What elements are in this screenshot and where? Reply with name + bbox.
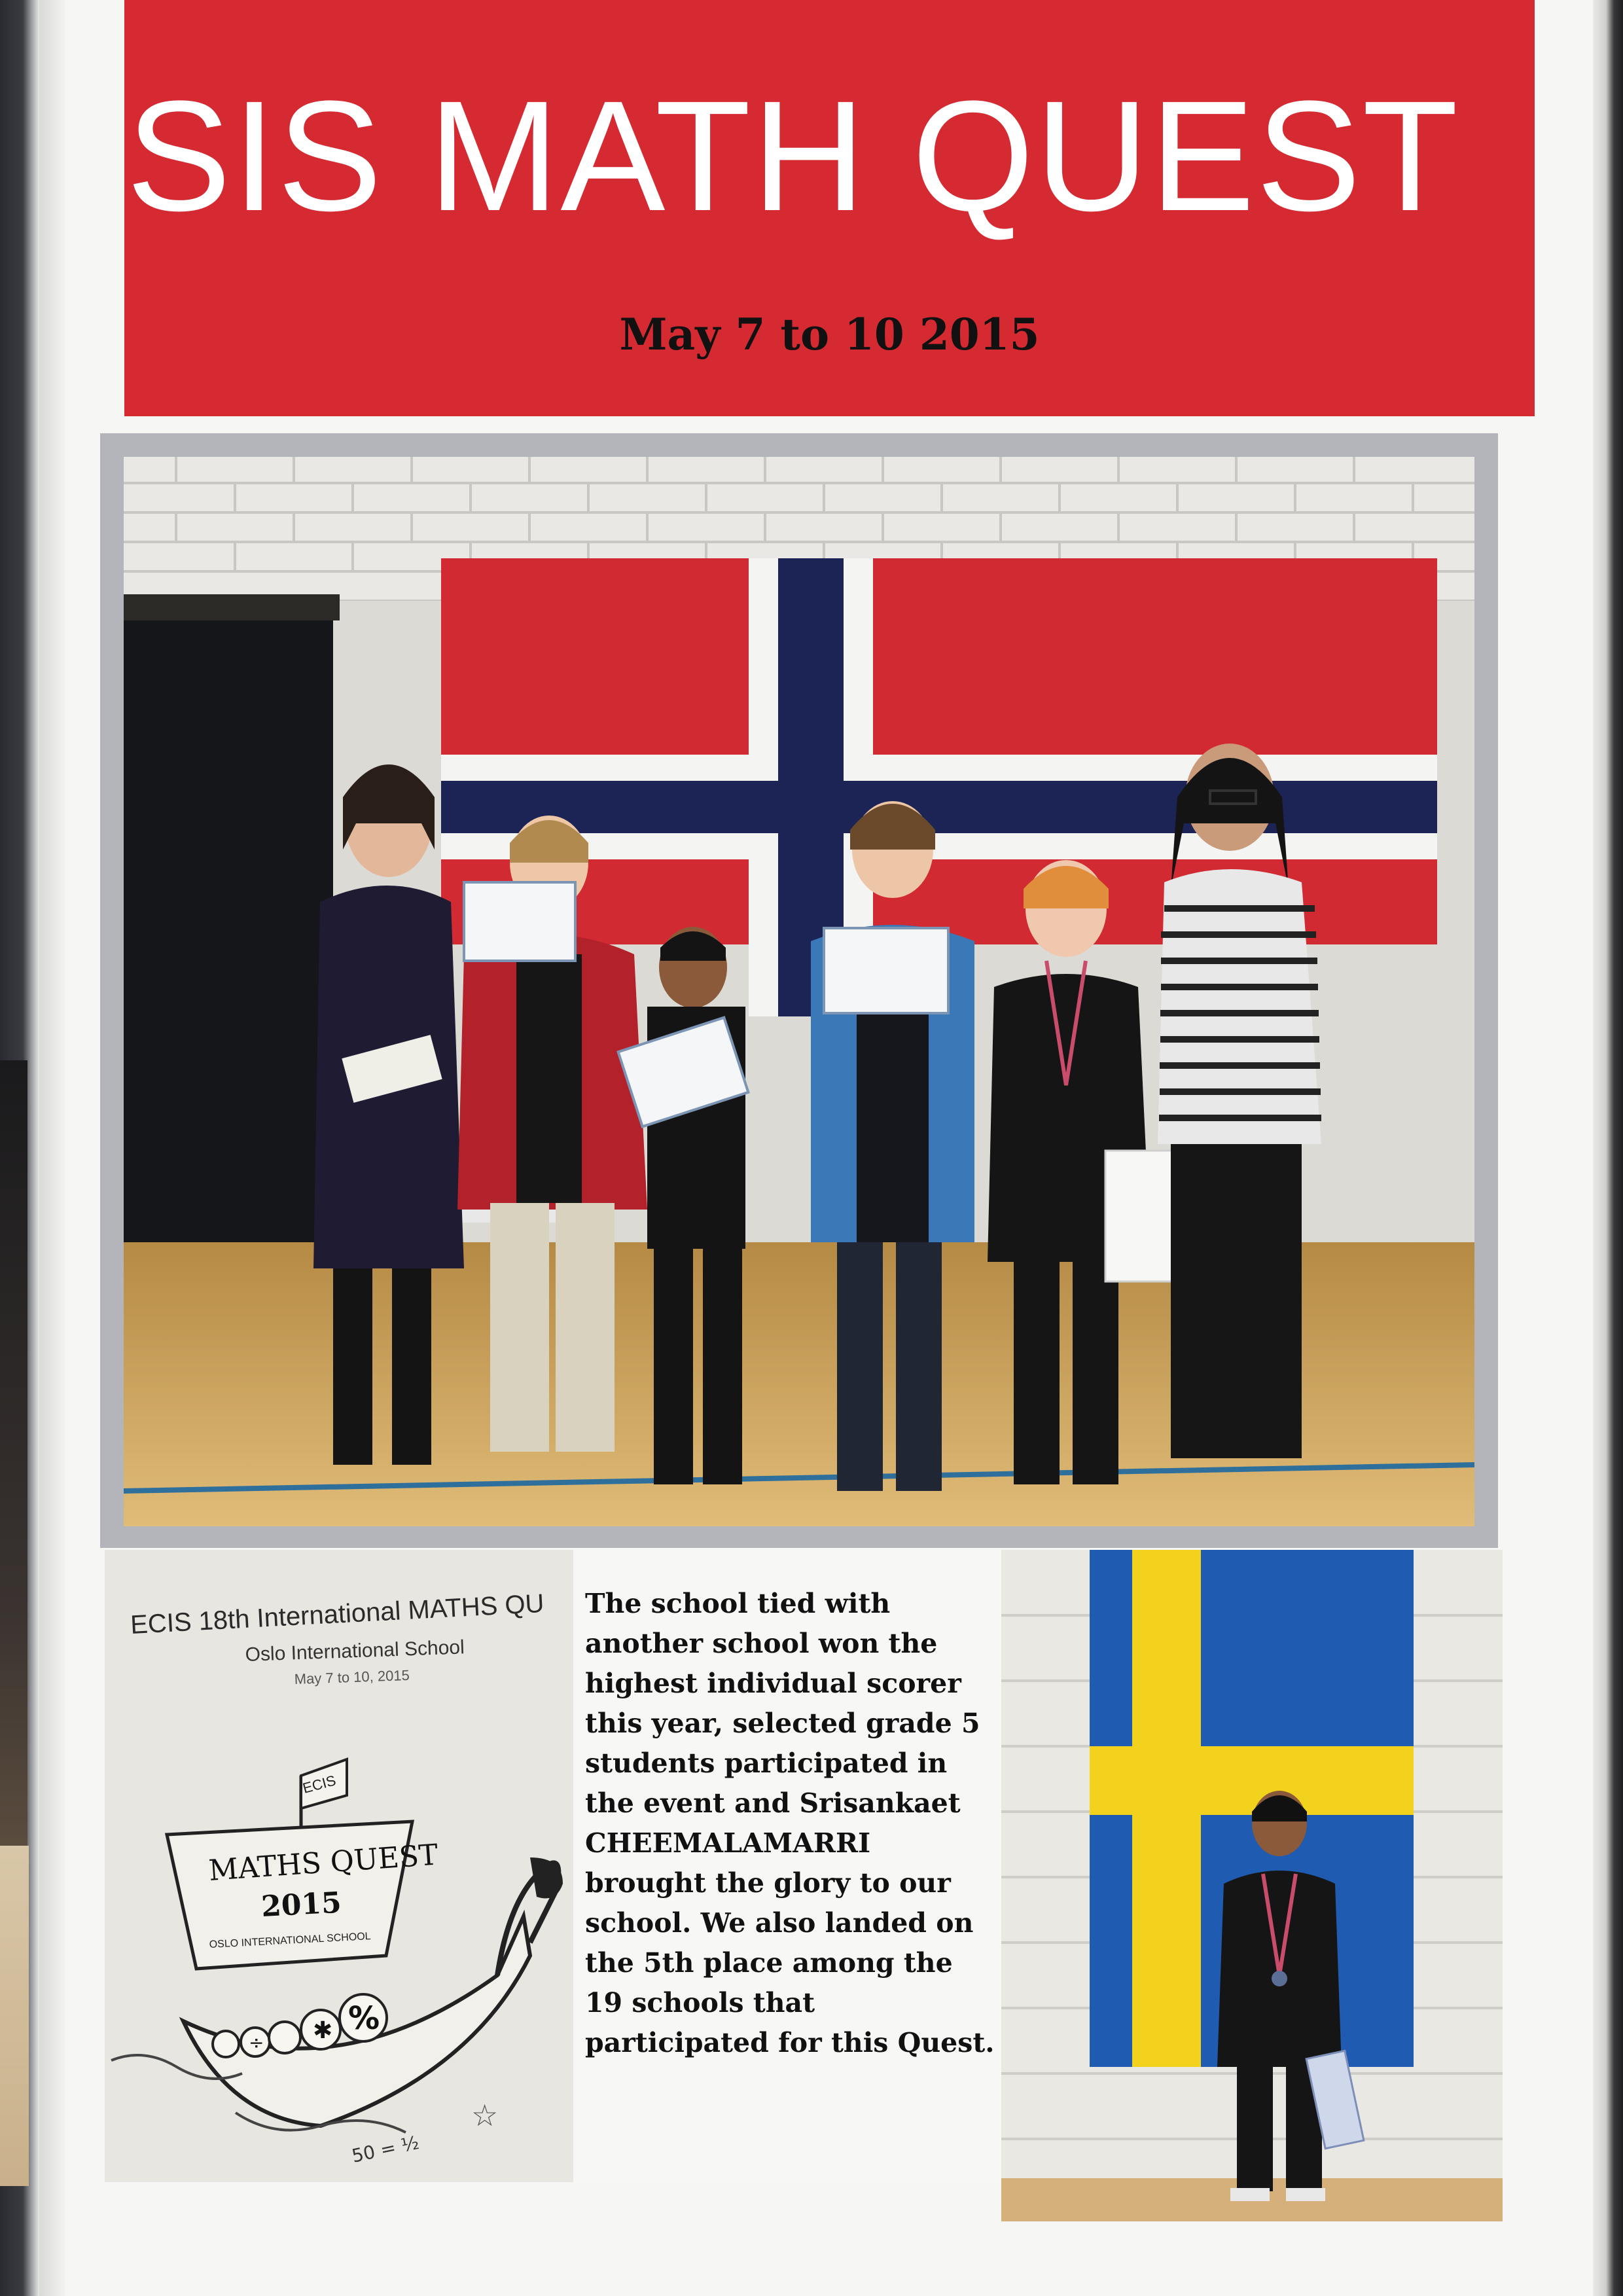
svg-text:%: % xyxy=(348,2000,380,2037)
maths-quest-poster-photo xyxy=(105,1550,573,2182)
story-text: The school tied with another school won the highest individual scorer this year, selected grade 5 students participated in the event and Srisankaet CHEEMALAMARRI brought the glory to our school. We also landed on the 5th place among the 19 schools that participated for this Quest. xyxy=(585,1588,995,2058)
adjacent-page-strip xyxy=(0,1060,27,1977)
svg-text:2015 xyxy=(260,1886,342,1924)
event-date: May 7 to 10 2015 xyxy=(619,309,1040,360)
poster-date-line: May 7 to 10, 2015 xyxy=(294,1666,410,1687)
winner-photo xyxy=(1001,1550,1503,2221)
poster-flag-label: ECIS xyxy=(300,1772,338,1797)
poster-ship-school: OSLO INTERNATIONAL SCHOOL xyxy=(209,1931,372,1950)
poster-equation: 50 = ½ xyxy=(349,2131,421,2167)
page-gutter-shade xyxy=(39,0,65,2296)
poster-ship-year: 2015 xyxy=(260,1886,342,1924)
page-title: SIS MATH QUEST xyxy=(126,68,1460,243)
svg-text:☆: ☆ xyxy=(471,2098,499,2133)
title-banner xyxy=(124,0,1535,416)
group-photo-frame xyxy=(100,433,1498,1548)
poster-illustration xyxy=(105,1550,573,2182)
svg-text:÷: ÷ xyxy=(249,2032,264,2053)
poster-school-line: Oslo International School xyxy=(245,1636,465,1666)
group-photo xyxy=(124,457,1474,1526)
story-panel xyxy=(573,1550,1001,2182)
page-right-edge xyxy=(1593,0,1623,2296)
adjacent-page-strip-lower xyxy=(0,1846,29,2186)
group-photo-illustration xyxy=(124,457,1474,1526)
poster-header-line: ECIS 18th International MATHS QU xyxy=(130,1588,545,1640)
svg-text:✱: ✱ xyxy=(313,2017,333,2044)
winner-photo-illustration xyxy=(1001,1550,1503,2221)
poster-ship-title: MATHS QUEST xyxy=(207,1838,439,1888)
